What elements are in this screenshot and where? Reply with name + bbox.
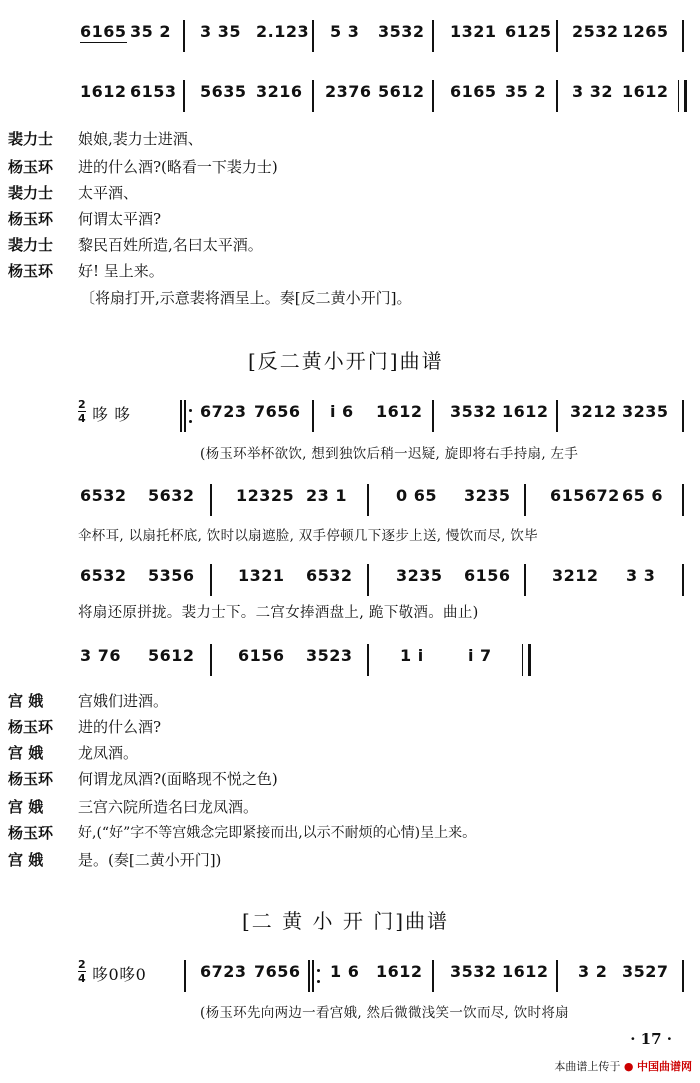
note-group: 3527 bbox=[622, 962, 669, 981]
dialogue-line: 娘娘,裴力士进酒、 bbox=[78, 130, 203, 148]
speaker: 杨玉环 bbox=[8, 210, 54, 228]
note-group: 3235 bbox=[622, 402, 669, 421]
note-group: 6532 bbox=[80, 486, 127, 505]
note-group: 3 2 bbox=[578, 962, 608, 981]
note-group: 1612 bbox=[502, 962, 549, 981]
note-group: 2376 bbox=[325, 82, 372, 101]
section-title: [二 黄 小 开 门]曲谱 bbox=[242, 909, 450, 933]
section-title: [反二黄小开门]曲谱 bbox=[248, 349, 444, 373]
intro-text: 哆 哆 bbox=[92, 405, 131, 424]
note-group: 1612 bbox=[80, 82, 127, 101]
speaker: 宫 娥 bbox=[8, 744, 44, 762]
score2-row4 bbox=[0, 642, 700, 676]
note-group: 3235 bbox=[396, 566, 443, 585]
note-group: 5612 bbox=[148, 646, 195, 665]
note-group: 12325 bbox=[236, 486, 295, 505]
note-group: 3 35 bbox=[200, 22, 241, 41]
note-group: 65 6 bbox=[622, 486, 663, 505]
note-group: 3 3 bbox=[626, 566, 656, 585]
note-group: 6165 bbox=[450, 82, 497, 101]
note-group: 6723 bbox=[200, 962, 247, 981]
note-group: 1321 bbox=[238, 566, 285, 585]
speaker: 宫 娥 bbox=[8, 798, 44, 816]
note-group: 5612 bbox=[378, 82, 425, 101]
note-group: 6125 bbox=[505, 22, 552, 41]
stage-note: (杨玉环先向两边一看宫娥, 然后微微浅笑一饮而尽, 饮时将扇 bbox=[200, 1005, 569, 1021]
note-group: 5635 bbox=[200, 82, 247, 101]
note-group: 6532 bbox=[306, 566, 353, 585]
footer-logo-icon: ● bbox=[623, 1060, 634, 1073]
dialogue-line: 太平酒、 bbox=[78, 184, 139, 202]
dialogue-line: 进的什么酒?(略看一下裴力士) bbox=[78, 158, 278, 176]
score2-row2 bbox=[0, 482, 700, 516]
score1-row2 bbox=[0, 78, 700, 112]
note-group: 3212 bbox=[552, 566, 599, 585]
stage-note: 将扇还原拼拢。裴力士下。二宫女捧酒盘上, 跪下敬酒。曲止) bbox=[78, 605, 479, 621]
note-group: 3523 bbox=[306, 646, 353, 665]
note-group: 1612 bbox=[502, 402, 549, 421]
note-group: 23 1 bbox=[306, 486, 347, 505]
stage-note: (杨玉环举杯欲饮, 想到独饮后稍一迟疑, 旋即将右手持扇, 左手 bbox=[200, 446, 579, 462]
note-group: 2.123 bbox=[256, 22, 310, 41]
dialogue-line: 三宫六院所造名曰龙凤酒。 bbox=[78, 798, 259, 816]
note-group: 1612 bbox=[376, 962, 423, 981]
intro-text: 哆0哆0 bbox=[92, 965, 147, 984]
note-group: 3532 bbox=[450, 962, 497, 981]
footer-prefix: 本曲谱上传于 bbox=[554, 1060, 621, 1073]
dialogue-line: 宫娥们进酒。 bbox=[78, 692, 169, 710]
footer bbox=[554, 1058, 692, 1074]
speaker: 裴力士 bbox=[8, 236, 54, 254]
note-group: 6723 bbox=[200, 402, 247, 421]
score1-row1 bbox=[0, 18, 700, 52]
dialogue-line: 黎民百姓所造,名曰太平酒。 bbox=[78, 236, 263, 254]
dialogue-line: 龙凤酒。 bbox=[78, 744, 139, 762]
note-group: 35 2 bbox=[130, 22, 171, 41]
note-group: 3 76 bbox=[80, 646, 121, 665]
speaker: 杨玉环 bbox=[8, 770, 54, 788]
note-group: 7656 bbox=[254, 962, 301, 981]
note-group: 1 6 bbox=[330, 962, 360, 981]
note-group: 2532 bbox=[572, 22, 619, 41]
note-group: 5632 bbox=[148, 486, 195, 505]
note-group: 1 i bbox=[400, 646, 424, 665]
note-group: 1321 bbox=[450, 22, 497, 41]
score2-row1: 2 4 哆 哆 6723 7656 i 6 1612 3532 1612 3212 3235 bbox=[0, 398, 700, 432]
note-group: i 7 bbox=[468, 646, 492, 665]
note-group: i 6 bbox=[330, 402, 354, 421]
speaker: 裴力士 bbox=[8, 130, 54, 148]
note-group: 615672 bbox=[550, 486, 620, 505]
note-group: 1612 bbox=[622, 82, 669, 101]
score3-row1: 2 4 哆0哆0 6723 7656 1 6 1612 3532 1612 3 2 3527 bbox=[0, 958, 700, 992]
note-group: 5 3 bbox=[330, 22, 360, 41]
note-group: 5356 bbox=[148, 566, 195, 585]
dialogue-line: 何谓太平酒? bbox=[78, 210, 162, 228]
note-group: 6165 bbox=[80, 22, 127, 41]
note-group: 3532 bbox=[378, 22, 425, 41]
note-group: 6153 bbox=[130, 82, 177, 101]
note-group: 3 32 bbox=[572, 82, 613, 101]
note-group: 6532 bbox=[80, 566, 127, 585]
speaker: 杨玉环 bbox=[8, 158, 54, 176]
dialogue-line: 好,(“好”字不等宫娥念完即紧接而出,以示不耐烦的心情)呈上来。 bbox=[78, 825, 477, 841]
dialogue-line: 好! 呈上来。 bbox=[78, 262, 164, 280]
page-number: · 17 · bbox=[630, 1030, 672, 1048]
speaker: 杨玉环 bbox=[8, 718, 54, 736]
speaker: 杨玉环 bbox=[8, 824, 54, 842]
note-group: 3212 bbox=[570, 402, 617, 421]
dialogue-line: 是。(奏[二黄小开门]) bbox=[78, 851, 222, 869]
note-group: 1612 bbox=[376, 402, 423, 421]
score2-row3 bbox=[0, 562, 700, 596]
stage-note: 伞杯耳, 以扇托杯底, 饮时以扇遮脸, 双手停顿几下逐步上送, 慢饮而尽, 饮毕 bbox=[78, 528, 538, 544]
note-group: 3532 bbox=[450, 402, 497, 421]
dialogue-line: 进的什么酒? bbox=[78, 718, 162, 736]
speaker: 杨玉环 bbox=[8, 262, 54, 280]
dialogue-line: 何谓龙凤酒?(面略现不悦之色) bbox=[78, 770, 278, 788]
speaker: 宫 娥 bbox=[8, 851, 44, 869]
stage-direction: 〔将扇打开,示意裴将酒呈上。奏[反二黄小开门]。 bbox=[80, 289, 412, 307]
speaker: 宫 娥 bbox=[8, 692, 44, 710]
note-group: 3216 bbox=[256, 82, 303, 101]
note-group: 6156 bbox=[464, 566, 511, 585]
footer-brand[interactable]: 中国曲谱网 bbox=[637, 1060, 692, 1073]
note-group: 35 2 bbox=[505, 82, 546, 101]
note-group: 7656 bbox=[254, 402, 301, 421]
note-group: 0 65 bbox=[396, 486, 437, 505]
speaker: 裴力士 bbox=[8, 184, 54, 202]
note-group: 1265 bbox=[622, 22, 669, 41]
note-group: 6156 bbox=[238, 646, 285, 665]
note-group: 3235 bbox=[464, 486, 511, 505]
